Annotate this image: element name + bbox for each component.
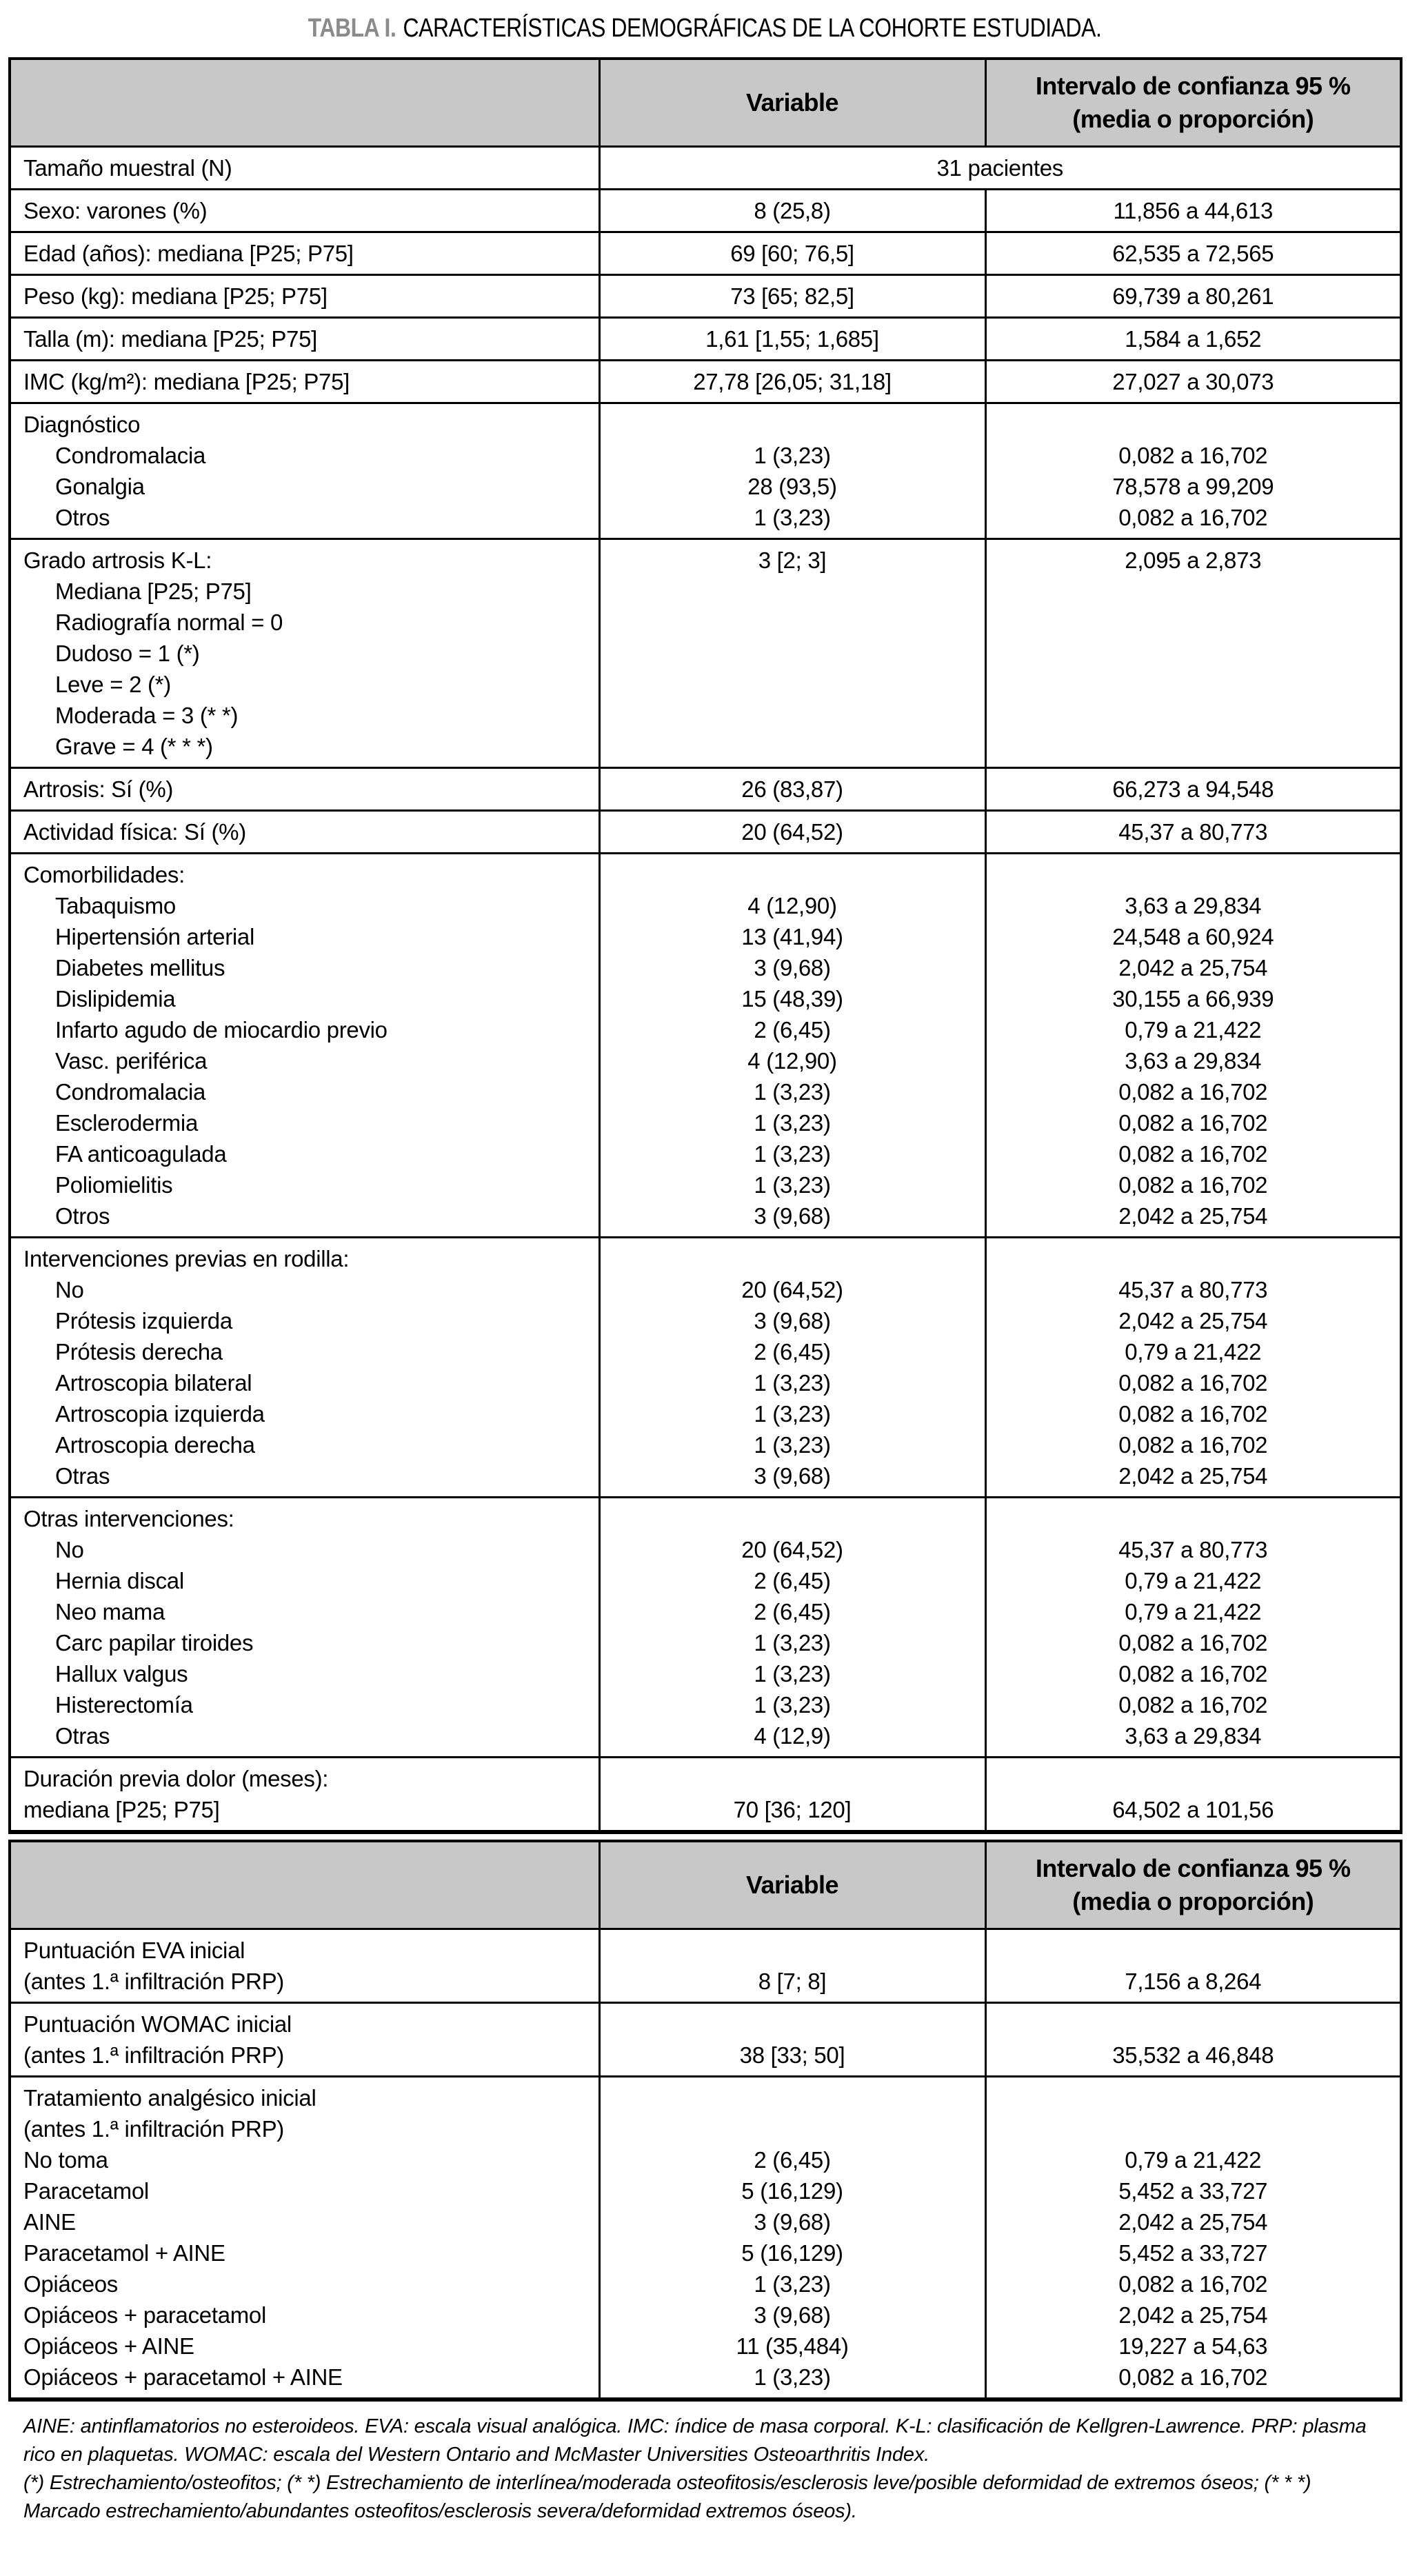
- row-label: Radiografía normal = 0: [55, 610, 283, 635]
- row-ci: 0,79 a 21,422: [1125, 1599, 1262, 1624]
- footnote-grade-definitions: (*) Estrechamiento/osteofitos; (* *) Estrechamiento de interlínea/moderada osteofitosis/esclerosis leve/posible deformidad de extremos óseos; (* * *) Marcado estrechamiento/abundantes osteofitos/esclerosis severa/deformidad extremos óseos).: [23, 2472, 1311, 2522]
- table-header: [10, 1841, 1401, 1929]
- row-label: Esclerodermia: [55, 1110, 199, 1136]
- row-variable: 20 (64,52): [741, 1537, 843, 1562]
- ci-cell: [985, 768, 1401, 811]
- row-label: (antes 1.ª infiltración PRP): [23, 2042, 284, 2068]
- table-title-inner: [308, 14, 1102, 43]
- row-variable: 3 (9,68): [754, 2302, 831, 2328]
- label-cell: [10, 2077, 599, 2400]
- variable-cell: [599, 1238, 985, 1498]
- label-cell: [10, 190, 599, 232]
- row-label: Paracetamol + AINE: [23, 2240, 225, 2266]
- row-variable: [605, 1935, 980, 1966]
- row-variable: 1 (3,23): [754, 1661, 831, 1687]
- row-ci: 7,156 a 8,264: [1125, 1969, 1262, 1994]
- header-row: [10, 1841, 1401, 1929]
- table-row: [10, 1758, 1401, 1833]
- row-variable: 1 (3,23): [754, 1110, 831, 1136]
- row-label: Moderada = 3 (* *): [55, 703, 239, 728]
- row-label: Talla (m): mediana [P25; P75]: [23, 326, 318, 352]
- header-ci-line2: (media o proporción): [1072, 1887, 1314, 1915]
- variable-cell: [599, 1758, 985, 1833]
- label-cell: [10, 811, 599, 854]
- span-value-cell: [599, 147, 1401, 190]
- row-label: Hipertensión arterial: [55, 924, 255, 949]
- table-row: [10, 854, 1401, 1238]
- row-ci: 0,79 a 21,422: [1125, 1568, 1262, 1593]
- row-ci: [991, 859, 1396, 890]
- row-ci: 2,042 a 25,754: [1118, 955, 1268, 980]
- row-label: Grado artrosis K-L:: [23, 547, 212, 573]
- header-row: [10, 59, 1401, 147]
- span-value: 31 pacientes: [936, 155, 1064, 181]
- ci-cell: [985, 854, 1401, 1238]
- ci-cell: [985, 1498, 1401, 1758]
- row-label: Prótesis derecha: [55, 1339, 223, 1365]
- header-empty-cell: [10, 1841, 599, 1929]
- row-ci: 2,042 a 25,754: [1118, 2209, 1268, 2235]
- demographics-table-part1: [8, 57, 1402, 1834]
- row-variable: 1 (3,23): [754, 443, 831, 468]
- row-ci: [991, 2082, 1396, 2113]
- label-cell: [10, 403, 599, 539]
- row-ci: 35,532 a 46,848: [1112, 2042, 1274, 2068]
- row-label: Otras: [55, 1463, 110, 1489]
- row-variable: [605, 669, 980, 700]
- ci-cell: [985, 318, 1401, 361]
- footnotes: [23, 2413, 1389, 2526]
- row-ci: 66,273 a 94,548: [1112, 776, 1274, 802]
- row-variable: 70 [36; 120]: [733, 1797, 852, 1822]
- row-ci: [991, 576, 1396, 607]
- row-ci: 0,082 a 16,702: [1118, 1630, 1268, 1656]
- row-variable: 2 (6,45): [754, 1017, 831, 1043]
- row-label: Otros: [55, 505, 110, 530]
- label-cell: [10, 1929, 599, 2003]
- row-label: No: [55, 1277, 84, 1302]
- row-ci: 0,082 a 16,702: [1118, 1432, 1268, 1458]
- row-label: FA anticoagulada: [55, 1141, 227, 1167]
- row-ci: [991, 2113, 1396, 2144]
- row-variable: 1 (3,23): [754, 2364, 831, 2390]
- row-variable: [605, 731, 980, 762]
- label-cell: [10, 1238, 599, 1498]
- row-label: (antes 1.ª infiltración PRP): [23, 2116, 284, 2142]
- row-ci: 5,452 a 33,727: [1118, 2178, 1268, 2204]
- footnote-abbreviations: AINE: antinflamatorios no esteroideos. EVA: escala visual analógica. IMC: índice de masa corporal. K-L: clasificación de Kellgren-Lawrence. PRP: plasma rico en plaquetas. WOMAC: escala del Western Ontario and McMaster Universities Osteoarthritis Index.: [23, 2415, 1367, 2466]
- row-label: Carc papilar tiroides: [55, 1630, 254, 1656]
- row-variable: [605, 409, 980, 440]
- ci-cell: [985, 361, 1401, 403]
- row-ci: [991, 1243, 1396, 1274]
- ci-cell: [985, 1238, 1401, 1498]
- header-variable-cell: Variable: [599, 1841, 985, 1929]
- row-ci: 45,37 a 80,773: [1118, 1277, 1268, 1302]
- row-ci: 3,63 a 29,834: [1125, 893, 1262, 918]
- row-ci: 30,155 a 66,939: [1112, 986, 1274, 1012]
- header-variable-cell: Variable: [599, 59, 985, 147]
- row-label: Intervenciones previas en rodilla:: [23, 1246, 350, 1271]
- header-ci-cell: [985, 59, 1401, 147]
- table-row: [10, 190, 1401, 232]
- row-variable: 69 [60; 76,5]: [730, 241, 854, 266]
- row-label: Tratamiento analgésico inicial: [23, 2085, 316, 2111]
- row-variable: [605, 700, 980, 731]
- row-label: Hallux valgus: [55, 1661, 188, 1687]
- row-ci: 0,79 a 21,422: [1125, 1017, 1262, 1043]
- row-ci: 0,79 a 21,422: [1125, 1339, 1262, 1365]
- table-row: [10, 2003, 1401, 2077]
- row-variable: 5 (16,129): [741, 2240, 843, 2266]
- row-ci: 11,856 a 44,613: [1113, 198, 1274, 223]
- row-ci: 0,79 a 21,422: [1125, 2147, 1262, 2173]
- row-variable: 1 (3,23): [754, 1079, 831, 1105]
- label-cell: [10, 147, 599, 190]
- label-cell: [10, 318, 599, 361]
- row-variable: [605, 2082, 980, 2113]
- ci-cell: [985, 232, 1401, 275]
- row-label: mediana [P25; P75]: [23, 1797, 220, 1822]
- row-variable: [605, 1243, 980, 1274]
- label-cell: [10, 539, 599, 768]
- row-label: Prótesis izquierda: [55, 1308, 232, 1334]
- row-label: Artroscopia derecha: [55, 1432, 255, 1458]
- row-variable: 3 (9,68): [754, 2209, 831, 2235]
- row-label: Poliomielitis: [55, 1172, 173, 1198]
- row-variable: [605, 607, 980, 638]
- ci-cell: [985, 539, 1401, 768]
- row-variable: [605, 2009, 980, 2040]
- row-label: Diagnóstico: [23, 412, 141, 437]
- row-variable: 28 (93,5): [747, 474, 837, 499]
- row-ci: 0,082 a 16,702: [1118, 2364, 1268, 2390]
- row-variable: 4 (12,9): [754, 1723, 831, 1749]
- row-ci: 0,082 a 16,702: [1118, 1692, 1268, 1718]
- row-ci: [991, 1763, 1396, 1794]
- header-ci-line1: Intervalo de confianza 95 %: [1035, 1854, 1351, 1882]
- row-ci: 78,578 a 99,209: [1112, 474, 1274, 499]
- table-title: [8, 14, 1401, 43]
- variable-cell: [599, 2077, 985, 2400]
- label-cell: [10, 361, 599, 403]
- row-ci: [991, 409, 1396, 440]
- table-row: [10, 403, 1401, 539]
- row-variable: 1 (3,23): [754, 1692, 831, 1718]
- ci-cell: [985, 2003, 1401, 2077]
- table-header: [10, 59, 1401, 147]
- row-label: Puntuación EVA inicial: [23, 1938, 245, 1963]
- row-label: Actividad física: Sí (%): [23, 819, 246, 845]
- header-ci-cell: [985, 1841, 1401, 1929]
- row-label: (antes 1.ª infiltración PRP): [23, 1969, 284, 1994]
- row-variable: 1 (3,23): [754, 1172, 831, 1198]
- row-label: Dudoso = 1 (*): [55, 641, 200, 666]
- ci-cell: [985, 1929, 1401, 2003]
- row-label: Otras: [55, 1723, 110, 1749]
- variable-cell: [599, 232, 985, 275]
- row-label: No toma: [23, 2147, 108, 2173]
- row-label: Puntuación WOMAC inicial: [23, 2011, 292, 2037]
- row-ci: [991, 669, 1396, 700]
- row-label: Peso (kg): mediana [P25; P75]: [23, 283, 328, 309]
- row-ci: 0,082 a 16,702: [1118, 1172, 1268, 1198]
- row-ci: 5,452 a 33,727: [1118, 2240, 1268, 2266]
- row-variable: 20 (64,52): [741, 1277, 843, 1302]
- row-ci: 24,548 a 60,924: [1112, 924, 1274, 949]
- row-label: Otros: [55, 1203, 110, 1229]
- row-ci: 2,042 a 25,754: [1118, 1203, 1268, 1229]
- header-ci-line1: Intervalo de confianza 95 %: [1035, 72, 1351, 100]
- row-ci: 69,739 a 80,261: [1112, 283, 1274, 309]
- table-row: [10, 1929, 1401, 2003]
- row-label: Condromalacia: [55, 443, 206, 468]
- table-row: [10, 768, 1401, 811]
- variable-cell: [599, 190, 985, 232]
- label-cell: [10, 275, 599, 318]
- variable-cell: [599, 403, 985, 539]
- variable-cell: [599, 854, 985, 1238]
- row-variable: [605, 859, 980, 890]
- row-ci: [991, 607, 1396, 638]
- row-ci: [991, 731, 1396, 762]
- row-ci: 62,535 a 72,565: [1112, 241, 1274, 266]
- row-variable: 3 (9,68): [754, 1463, 831, 1489]
- row-variable: 4 (12,90): [747, 1048, 837, 1074]
- row-ci: [991, 1503, 1396, 1534]
- row-label: Gonalgia: [55, 474, 145, 499]
- table-row: [10, 2077, 1401, 2400]
- row-variable: 3 [2; 3]: [758, 547, 827, 573]
- row-variable: 3 (9,68): [754, 955, 831, 980]
- row-variable: 1 (3,23): [754, 2271, 831, 2297]
- ci-cell: [985, 275, 1401, 318]
- row-label: Sexo: varones (%): [23, 198, 208, 223]
- table-title-text: CARACTERÍSTICAS DEMOGRÁFICAS DE LA COHORTE ESTUDIADA.: [403, 14, 1102, 43]
- row-variable: 2 (6,45): [754, 1568, 831, 1593]
- ci-cell: [985, 811, 1401, 854]
- row-label: Comorbilidades:: [23, 862, 185, 887]
- table-row: [10, 361, 1401, 403]
- row-variable: 15 (48,39): [741, 986, 843, 1012]
- row-variable: 1 (3,23): [754, 505, 831, 530]
- row-variable: [605, 2113, 980, 2144]
- row-label: Otras intervenciones:: [23, 1506, 234, 1531]
- row-ci: [991, 638, 1396, 669]
- variable-cell: [599, 1929, 985, 2003]
- row-label: Opiáceos: [23, 2271, 119, 2297]
- row-variable: 2 (6,45): [754, 1339, 831, 1365]
- row-ci: 45,37 a 80,773: [1118, 819, 1268, 845]
- variable-cell: [599, 2003, 985, 2077]
- ci-cell: [985, 403, 1401, 539]
- row-variable: 27,78 [26,05; 31,18]: [693, 369, 892, 394]
- variable-cell: [599, 768, 985, 811]
- table-body-part2: [10, 1929, 1401, 2400]
- row-ci: [991, 1935, 1396, 1966]
- row-ci: 2,042 a 25,754: [1118, 1308, 1268, 1334]
- row-label: Artroscopia izquierda: [55, 1401, 265, 1427]
- row-variable: 4 (12,90): [747, 893, 837, 918]
- row-label: Condromalacia: [55, 1079, 206, 1105]
- row-label: Opiáceos + AINE: [23, 2333, 194, 2359]
- row-ci: 3,63 a 29,834: [1125, 1048, 1262, 1074]
- header-ci-line2: (media o proporción): [1072, 105, 1314, 133]
- label-cell: [10, 1498, 599, 1758]
- row-label: AINE: [23, 2209, 76, 2235]
- row-variable: 3 (9,68): [754, 1308, 831, 1334]
- label-cell: [10, 2003, 599, 2077]
- row-variable: 2 (6,45): [754, 1599, 831, 1624]
- row-ci: 2,095 a 2,873: [1125, 547, 1262, 573]
- table-row: [10, 147, 1401, 190]
- table-row: [10, 275, 1401, 318]
- table-title-label: TABLA I.: [308, 14, 396, 43]
- row-label: Histerectomía: [55, 1692, 193, 1718]
- row-label: Infarto agudo de miocardio previo: [55, 1017, 388, 1043]
- row-variable: 8 (25,8): [754, 198, 831, 223]
- table-row: [10, 1238, 1401, 1498]
- variable-cell: [599, 811, 985, 854]
- row-ci: 45,37 a 80,773: [1118, 1537, 1268, 1562]
- row-label: Diabetes mellitus: [55, 955, 225, 980]
- variable-cell: [599, 275, 985, 318]
- row-ci: [991, 2009, 1396, 2040]
- row-label: Artroscopia bilateral: [55, 1370, 252, 1396]
- row-ci: 0,082 a 16,702: [1118, 443, 1268, 468]
- row-label: Opiáceos + paracetamol + AINE: [23, 2364, 343, 2390]
- table-row: [10, 318, 1401, 361]
- header-empty-cell: [10, 59, 599, 147]
- row-variable: 20 (64,52): [741, 819, 843, 845]
- row-label: Duración previa dolor (meses):: [23, 1766, 329, 1791]
- row-ci: 1,584 a 1,652: [1125, 326, 1262, 352]
- row-ci: 0,082 a 16,702: [1118, 505, 1268, 530]
- row-variable: 1 (3,23): [754, 1401, 831, 1427]
- row-variable: 8 [7; 8]: [758, 1969, 827, 1994]
- label-cell: [10, 1758, 599, 1833]
- row-label: Leve = 2 (*): [55, 672, 171, 697]
- row-label: Paracetamol: [23, 2178, 149, 2204]
- row-variable: 1 (3,23): [754, 1141, 831, 1167]
- row-variable: 26 (83,87): [741, 776, 843, 802]
- table-body-part1: [10, 147, 1401, 1833]
- row-ci: 0,082 a 16,702: [1118, 1141, 1268, 1167]
- row-variable: 13 (41,94): [741, 924, 843, 949]
- row-label: Edad (años): mediana [P25; P75]: [23, 241, 354, 266]
- row-variable: 1 (3,23): [754, 1630, 831, 1656]
- row-variable: 3 (9,68): [754, 1203, 831, 1229]
- variable-cell: [599, 361, 985, 403]
- row-variable: 2 (6,45): [754, 2147, 831, 2173]
- row-ci: 3,63 a 29,834: [1125, 1723, 1262, 1749]
- label-cell: [10, 232, 599, 275]
- ci-cell: [985, 1758, 1401, 1833]
- row-ci: 19,227 a 54,63: [1118, 2333, 1268, 2359]
- row-ci: 0,082 a 16,702: [1118, 2271, 1268, 2297]
- row-variable: 1 (3,23): [754, 1370, 831, 1396]
- row-label: Grave = 4 (* * *): [55, 734, 213, 759]
- row-label: Hernia discal: [55, 1568, 184, 1593]
- row-ci: [991, 700, 1396, 731]
- row-label: Mediana [P25; P75]: [55, 578, 252, 604]
- variable-cell: [599, 318, 985, 361]
- row-label: Tabaquismo: [55, 893, 176, 918]
- row-variable: [605, 638, 980, 669]
- row-variable: 1 (3,23): [754, 1432, 831, 1458]
- row-label: IMC (kg/m²): mediana [P25; P75]: [23, 369, 350, 394]
- label-cell: [10, 854, 599, 1238]
- ci-cell: [985, 2077, 1401, 2400]
- row-ci: 27,027 a 30,073: [1112, 369, 1274, 394]
- row-ci: 0,082 a 16,702: [1118, 1079, 1268, 1105]
- demographics-table-part2: [8, 1840, 1402, 2402]
- row-label: Dislipidemia: [55, 986, 176, 1012]
- label-cell: [10, 768, 599, 811]
- row-label: Neo mama: [55, 1599, 165, 1624]
- row-variable: 38 [33; 50]: [739, 2042, 845, 2068]
- row-variable: 5 (16,129): [741, 2178, 843, 2204]
- table-row: [10, 1498, 1401, 1758]
- row-ci: 0,082 a 16,702: [1118, 1661, 1268, 1687]
- table-row: [10, 232, 1401, 275]
- row-ci: 0,082 a 16,702: [1118, 1110, 1268, 1136]
- row-variable: 73 [65; 82,5]: [730, 283, 854, 309]
- table-row: [10, 811, 1401, 854]
- row-ci: 2,042 a 25,754: [1118, 1463, 1268, 1489]
- table-row: [10, 539, 1401, 768]
- row-ci: 0,082 a 16,702: [1118, 1401, 1268, 1427]
- variable-cell: [599, 539, 985, 768]
- row-label: Artrosis: Sí (%): [23, 776, 174, 802]
- row-variable: 11 (35,484): [736, 2333, 849, 2359]
- row-ci: 2,042 a 25,754: [1118, 2302, 1268, 2328]
- row-label: Tamaño muestral (N): [23, 155, 232, 181]
- row-label: Opiáceos + paracetamol: [23, 2302, 267, 2328]
- row-ci: 0,082 a 16,702: [1118, 1370, 1268, 1396]
- row-variable: [605, 1503, 980, 1534]
- variable-cell: [599, 1498, 985, 1758]
- row-variable: [605, 576, 980, 607]
- row-label: Vasc. periférica: [55, 1048, 208, 1074]
- row-ci: 64,502 a 101,56: [1112, 1797, 1274, 1822]
- row-label: No: [55, 1537, 84, 1562]
- row-variable: 1,61 [1,55; 1,685]: [705, 326, 879, 352]
- row-variable: [605, 1763, 980, 1794]
- ci-cell: [985, 190, 1401, 232]
